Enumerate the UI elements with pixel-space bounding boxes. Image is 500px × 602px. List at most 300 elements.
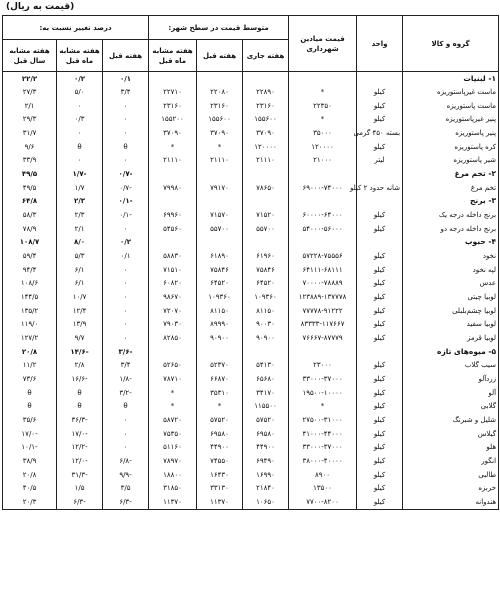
same-week-last-month-price: ۵۴۵۶۰ bbox=[149, 222, 197, 236]
current-week-price: ۸۱۱۵۰ bbox=[243, 304, 289, 318]
current-week-price: ۱۰۶۵۰ bbox=[243, 495, 289, 509]
header-cur-week: هفته جاری bbox=[243, 40, 289, 72]
current-week-price: ۱۱۵۵۰۰ bbox=[243, 400, 289, 414]
pct-change-prev-week: ۰ bbox=[103, 222, 149, 236]
previous-week-price: ۲۲۰۸۰ bbox=[197, 85, 243, 99]
pct-change-prev-month: ۰ bbox=[57, 126, 103, 140]
unit-cell: کیلو bbox=[357, 99, 403, 113]
item-name: شیر پاستوریزه bbox=[403, 154, 499, 168]
market-price-cell bbox=[289, 72, 357, 86]
current-week-price: ۱۶۹۹۰ bbox=[243, 468, 289, 482]
same-week-last-month-price: ۳۱۸۵۰ bbox=[149, 482, 197, 496]
pct-change-prev-year: ۶۴/۸ bbox=[3, 195, 57, 209]
pct-change-prev-year: ۳۸/۹ bbox=[3, 454, 57, 468]
same-week-last-month-price: ۷۵۳۵۰ bbox=[149, 427, 197, 441]
item-name: گلابی bbox=[403, 400, 499, 414]
same-week-last-month-price: ۷۹۹۸۰ bbox=[149, 181, 197, 195]
market-price-cell: * bbox=[289, 85, 357, 99]
pct-change-prev-week: -۰/۷ bbox=[103, 181, 149, 195]
pct-change-prev-month: ۲/۳ bbox=[57, 208, 103, 222]
current-week-price: ۷۱۵۲۰ bbox=[243, 208, 289, 222]
previous-week-price: ۵۷۵۲۰ bbox=[197, 413, 243, 427]
table-row bbox=[3, 263, 499, 277]
current-week-price: ۲۱۸۴۰ bbox=[243, 482, 289, 496]
current-week-price bbox=[243, 236, 289, 250]
pct-change-prev-year: ۲۰/۳ bbox=[3, 495, 57, 509]
pct-change-prev-year: ۵۸/۳ bbox=[3, 208, 57, 222]
item-name: کره پاستوریزه bbox=[403, 140, 499, 154]
pct-change-prev-week: -۳/۲ bbox=[103, 386, 149, 400]
previous-week-price: ۳۵۳۱۰ bbox=[197, 386, 243, 400]
item-name: لوبیا قرمز bbox=[403, 331, 499, 345]
unit-cell: کیلو bbox=[357, 140, 403, 154]
pct-change-prev-week: ۰ bbox=[103, 331, 149, 345]
same-week-last-month-price: ۹۸۶۷۰ bbox=[149, 290, 197, 304]
pct-change-prev-week: θ bbox=[103, 140, 149, 154]
item-name: برنج داخله درجه یک bbox=[403, 208, 499, 222]
header-avg-price: متوسط قیمت در سطح شهر: bbox=[149, 16, 289, 40]
unit-cell bbox=[357, 167, 403, 181]
pct-change-prev-month: θ bbox=[57, 400, 103, 414]
market-price-cell: ۶۹۰۰۰-۷۴۰۰۰ bbox=[289, 181, 357, 195]
current-week-price bbox=[243, 345, 289, 359]
unit-cell: کیلو bbox=[357, 386, 403, 400]
pct-change-prev-year: ۹/۶ bbox=[3, 140, 57, 154]
pct-change-prev-month: ۸/۰ bbox=[57, 236, 103, 250]
market-price-cell: ۸۳۳۳۳-۱۱۷۶۶۷ bbox=[289, 318, 357, 332]
pct-change-prev-month: -۶/۳ bbox=[57, 495, 103, 509]
previous-week-price: ۲۳۱۶۰ bbox=[197, 99, 243, 113]
same-week-last-month-price: ۲۲۷۱۰ bbox=[149, 85, 197, 99]
table-body bbox=[3, 72, 499, 510]
pct-change-prev-month: -۳۶/۳ bbox=[57, 413, 103, 427]
table-row bbox=[3, 222, 499, 236]
pct-change-prev-month: ۲/۱ bbox=[57, 222, 103, 236]
pct-change-prev-year: ۲/۱ bbox=[3, 99, 57, 113]
current-week-price bbox=[243, 167, 289, 181]
item-name: لوبیا سفید bbox=[403, 318, 499, 332]
current-week-price: ۲۱۱۱۰ bbox=[243, 154, 289, 168]
previous-week-price: ۶۱۸۹۰ bbox=[197, 249, 243, 263]
pct-change-prev-year: ۱۳۵/۲ bbox=[3, 304, 57, 318]
item-name: ۲- تخم مرغ bbox=[403, 167, 499, 181]
pct-change-prev-month: ۰ bbox=[57, 154, 103, 168]
same-week-last-month-price: ۷۸۷۱۰ bbox=[149, 372, 197, 386]
current-week-price: ۷۸۶۵۰ bbox=[243, 181, 289, 195]
item-name: ماست پاستوریزه bbox=[403, 99, 499, 113]
current-week-price: ۵۷۵۲۰ bbox=[243, 413, 289, 427]
same-week-last-month-price: ۲۳۱۶۰ bbox=[149, 99, 197, 113]
header-market: قیمت میادین شهرداری bbox=[289, 16, 357, 72]
unit-cell: کیلو bbox=[357, 304, 403, 318]
previous-week-price bbox=[197, 345, 243, 359]
table-row bbox=[3, 386, 499, 400]
same-week-last-month-price: ۶۰۸۲۰ bbox=[149, 277, 197, 291]
unit-note: (قیمت به ریال) bbox=[6, 2, 75, 12]
market-price-cell: ۴۱۰۰۰-۴۴۰۰۰ bbox=[289, 427, 357, 441]
pct-change-prev-week: ۳/۴ bbox=[103, 85, 149, 99]
pct-change-prev-week: ۰/۱ bbox=[103, 249, 149, 263]
market-price-cell: ۵۴۰۰۰-۵۶۰۰۰ bbox=[289, 222, 357, 236]
table-row bbox=[3, 495, 499, 509]
market-price-cell: ۷۷۷۷۸-۹۱۲۲۲ bbox=[289, 304, 357, 318]
previous-week-price: ۶۶۸۷۰ bbox=[197, 372, 243, 386]
pct-change-prev-year: θ bbox=[3, 400, 57, 414]
table-row bbox=[3, 208, 499, 222]
pct-change-prev-week: -۰/۱ bbox=[103, 195, 149, 209]
table-row bbox=[3, 154, 499, 168]
current-week-price: ۶۵۶۸۰ bbox=[243, 372, 289, 386]
pct-change-prev-month: ۰/۲ bbox=[57, 72, 103, 86]
unit-cell: کیلو bbox=[357, 222, 403, 236]
current-week-price bbox=[243, 72, 289, 86]
pct-change-prev-year: ۳۵/۶ bbox=[3, 413, 57, 427]
pct-change-prev-week: ۰ bbox=[103, 427, 149, 441]
item-name: هلو bbox=[403, 441, 499, 455]
unit-cell: کیلو bbox=[357, 277, 403, 291]
market-price-cell: ۱۲۳۸۸۹-۱۳۷۷۷۸ bbox=[289, 290, 357, 304]
table-row bbox=[3, 126, 499, 140]
market-price-cell: ۵۷۲۲۸-۷۵۵۵۶ bbox=[289, 249, 357, 263]
current-week-price: ۳۷۰۹۰ bbox=[243, 126, 289, 140]
item-name: ۳- برنج bbox=[403, 195, 499, 209]
pct-change-prev-week: ۰/۱ bbox=[103, 72, 149, 86]
header-pct-same-month: هفته مشابه ماه قبل bbox=[57, 40, 103, 72]
pct-change-prev-month: -۱/۷ bbox=[57, 167, 103, 181]
pct-change-prev-month: ۰ bbox=[57, 99, 103, 113]
item-name: خربزه bbox=[403, 482, 499, 496]
same-week-last-month-price: ۳۷۰۹۰ bbox=[149, 126, 197, 140]
item-name: طالبی bbox=[403, 468, 499, 482]
table-header bbox=[3, 16, 499, 72]
same-week-last-month-price: ۲۱۱۱۰ bbox=[149, 154, 197, 168]
pct-change-prev-year: ۴۹/۵ bbox=[3, 167, 57, 181]
header-unit: واحد bbox=[357, 16, 403, 72]
unit-cell: کیلو bbox=[357, 113, 403, 127]
table-row bbox=[3, 468, 499, 482]
unit-cell: کیلو bbox=[357, 208, 403, 222]
pct-change-prev-week: ۰ bbox=[103, 290, 149, 304]
previous-week-price: * bbox=[197, 400, 243, 414]
unit-cell: کیلو bbox=[357, 331, 403, 345]
same-week-last-month-price: ۶۹۹۶۰ bbox=[149, 208, 197, 222]
same-week-last-month-price bbox=[149, 236, 197, 250]
unit-cell: کیلو bbox=[357, 482, 403, 496]
pct-change-prev-year: ۲۷/۳ bbox=[3, 85, 57, 99]
market-price-cell: ۷۰۰۰۰-۷۸۸۸۹ bbox=[289, 277, 357, 291]
pct-change-prev-month: -۱۴/۶ bbox=[57, 345, 103, 359]
pct-change-prev-month: -۱۶/۶ bbox=[57, 372, 103, 386]
pct-change-prev-week: ۰ bbox=[103, 126, 149, 140]
pct-change-prev-week: -۰/۷ bbox=[103, 167, 149, 181]
pct-change-prev-year: ۱۰۸/۷ bbox=[3, 236, 57, 250]
pct-change-prev-week: -۶/۸ bbox=[103, 454, 149, 468]
same-week-last-month-price: ۵۱۱۶۰ bbox=[149, 441, 197, 455]
unit-cell: شانه حدود ۲ کیلو bbox=[357, 181, 403, 195]
table-row bbox=[3, 304, 499, 318]
current-week-price: ۱۰۹۳۶۰ bbox=[243, 290, 289, 304]
table-row bbox=[3, 331, 499, 345]
same-week-last-month-price: ۱۱۳۷۰ bbox=[149, 495, 197, 509]
current-week-price: ۳۴۱۷۰ bbox=[243, 386, 289, 400]
table-row bbox=[3, 400, 499, 414]
price-table bbox=[2, 15, 499, 510]
item-name: هندوانه bbox=[403, 495, 499, 509]
table-row bbox=[3, 113, 499, 127]
table-row bbox=[3, 99, 499, 113]
current-week-price: ۱۲۰۰۰۰ bbox=[243, 140, 289, 154]
current-week-price bbox=[243, 195, 289, 209]
current-week-price: ۱۵۵۶۰۰ bbox=[243, 113, 289, 127]
unit-cell: کیلو bbox=[357, 441, 403, 455]
item-name: عدس bbox=[403, 277, 499, 291]
previous-week-price: ۷۹۱۷۰ bbox=[197, 181, 243, 195]
unit-cell: کیلو bbox=[357, 454, 403, 468]
unit-cell: کیلو bbox=[357, 359, 403, 373]
previous-week-price bbox=[197, 236, 243, 250]
pct-change-prev-year: ۴۹/۵ bbox=[3, 181, 57, 195]
table-row bbox=[3, 318, 499, 332]
pct-change-prev-month: θ bbox=[57, 140, 103, 154]
item-name: ماست غیرپاستوریزه bbox=[403, 85, 499, 99]
table-row bbox=[3, 181, 499, 195]
pct-change-prev-month: ۵/۳ bbox=[57, 249, 103, 263]
same-week-last-month-price: ۵۸۸۳۰ bbox=[149, 249, 197, 263]
table-row bbox=[3, 249, 499, 263]
current-week-price: ۹۰۹۰۰ bbox=[243, 331, 289, 345]
pct-change-prev-week: ۰ bbox=[103, 263, 149, 277]
unit-cell bbox=[357, 236, 403, 250]
pct-change-prev-week: ۰ bbox=[103, 318, 149, 332]
same-week-last-month-price bbox=[149, 167, 197, 181]
pct-change-prev-month: ۰/۳ bbox=[57, 113, 103, 127]
item-name: زردآلو bbox=[403, 372, 499, 386]
pct-change-prev-year: ۷۸/۹ bbox=[3, 222, 57, 236]
item-name: تخم مرغ bbox=[403, 181, 499, 195]
same-week-last-month-price: ۸۲۸۵۰ bbox=[149, 331, 197, 345]
pct-change-prev-year: ۷۳/۶ bbox=[3, 372, 57, 386]
market-price-cell bbox=[289, 236, 357, 250]
item-name: گیلاس bbox=[403, 427, 499, 441]
previous-week-price: ۷۱۵۷۰ bbox=[197, 208, 243, 222]
previous-week-price: ۶۹۵۸۰ bbox=[197, 427, 243, 441]
pct-change-prev-year: ۱۱/۲ bbox=[3, 359, 57, 373]
table-row bbox=[3, 482, 499, 496]
unit-cell: کیلو bbox=[357, 413, 403, 427]
previous-week-price: ۵۵۷۰۰ bbox=[197, 222, 243, 236]
pct-change-prev-year: ۳۳/۹ bbox=[3, 154, 57, 168]
pct-change-prev-month: ۱۲/۴ bbox=[57, 304, 103, 318]
pct-change-prev-year: ۵۹/۴ bbox=[3, 249, 57, 263]
pct-change-prev-year: ۴۰/۵ bbox=[3, 482, 57, 496]
group-row bbox=[3, 345, 499, 359]
pct-change-prev-year: -۱۰/۱ bbox=[3, 441, 57, 455]
pct-change-prev-year: ۱۱۹/۰ bbox=[3, 318, 57, 332]
pct-change-prev-week: ۳/۴ bbox=[103, 359, 149, 373]
item-name: سیب گلاب bbox=[403, 359, 499, 373]
market-price-cell: ۳۳۰۰۰-۳۷۰۰۰ bbox=[289, 441, 357, 455]
same-week-last-month-price: ۷۱۵۱۰ bbox=[149, 263, 197, 277]
item-name: آلو bbox=[403, 386, 499, 400]
current-week-price: ۵۵۷۰۰ bbox=[243, 222, 289, 236]
pct-change-prev-month: ۱/۷ bbox=[57, 181, 103, 195]
item-name: برنج داخله درجه دو bbox=[403, 222, 499, 236]
current-week-price: ۶۴۵۲۰ bbox=[243, 277, 289, 291]
previous-week-price: ۱۵۵۶۰۰ bbox=[197, 113, 243, 127]
previous-week-price bbox=[197, 167, 243, 181]
pct-change-prev-month: ۲/۸ bbox=[57, 359, 103, 373]
same-week-last-month-price: * bbox=[149, 386, 197, 400]
pct-change-prev-year: ۱۰۸/۶ bbox=[3, 277, 57, 291]
market-price-cell: * bbox=[289, 113, 357, 127]
market-price-cell: ۷۷۰۰-۸۲۰۰ bbox=[289, 495, 357, 509]
market-price-cell: ۲۷۵۰۰-۳۱۰۰۰ bbox=[289, 413, 357, 427]
group-row bbox=[3, 167, 499, 181]
item-name: ۵- میوه‌های تازه bbox=[403, 345, 499, 359]
pct-change-prev-month: ۱۰/۷ bbox=[57, 290, 103, 304]
pct-change-prev-week: θ bbox=[103, 400, 149, 414]
market-price-cell: ۳۳۰۰۰-۳۷۰۰۰ bbox=[289, 372, 357, 386]
item-name: لوبیا چشم‌بلبلی bbox=[403, 304, 499, 318]
previous-week-price: ۴۴۹۰۰ bbox=[197, 441, 243, 455]
current-week-price: ۶۹۴۹۰ bbox=[243, 454, 289, 468]
table-row bbox=[3, 372, 499, 386]
header-pct-prev-week: هفته قبل bbox=[103, 40, 149, 72]
unit-cell: کیلو bbox=[357, 263, 403, 277]
previous-week-price: ۳۷۰۹۰ bbox=[197, 126, 243, 140]
pct-change-prev-month: θ bbox=[57, 386, 103, 400]
group-row bbox=[3, 236, 499, 250]
pct-change-prev-week: ۳/۵ bbox=[103, 482, 149, 496]
unit-cell: کیلو bbox=[357, 249, 403, 263]
pct-change-prev-week: -۶/۳ bbox=[103, 495, 149, 509]
item-name: پنیر پاستوریزه bbox=[403, 126, 499, 140]
market-price-cell bbox=[289, 195, 357, 209]
current-week-price: ۷۵۸۴۶ bbox=[243, 263, 289, 277]
pct-change-prev-month: ۱۳/۹ bbox=[57, 318, 103, 332]
market-price-cell: ۳۸۰۰۰-۴۰۰۰۰ bbox=[289, 454, 357, 468]
previous-week-price bbox=[197, 195, 243, 209]
current-week-price: ۶۹۵۸۰ bbox=[243, 427, 289, 441]
market-price-cell: ۶۰۰۰۰-۶۴۰۰۰ bbox=[289, 208, 357, 222]
previous-week-price: ۷۵۸۴۶ bbox=[197, 263, 243, 277]
current-week-price: ۹۰۰۳۰ bbox=[243, 318, 289, 332]
item-name: لوبیا چیتی bbox=[403, 290, 499, 304]
pct-change-prev-month: ۲/۳ bbox=[57, 195, 103, 209]
table-row bbox=[3, 454, 499, 468]
current-week-price: ۵۴۱۳۰ bbox=[243, 359, 289, 373]
unit-cell bbox=[357, 72, 403, 86]
pct-change-prev-month: -۱۲/۰ bbox=[57, 454, 103, 468]
pct-change-prev-month: ۵/۰ bbox=[57, 85, 103, 99]
market-price-cell: ۶۴۱۱۱-۶۸۱۱۱ bbox=[289, 263, 357, 277]
previous-week-price: ۸۹۹۹۰ bbox=[197, 318, 243, 332]
pct-change-prev-year: ۲۲/۲ bbox=[3, 72, 57, 86]
market-price-cell: ۲۳۰۰۰ bbox=[289, 359, 357, 373]
previous-week-price: ۱۰۹۳۶۰ bbox=[197, 290, 243, 304]
previous-week-price: ۱۱۳۷۰ bbox=[197, 495, 243, 509]
group-row bbox=[3, 195, 499, 209]
same-week-last-month-price bbox=[149, 345, 197, 359]
market-price-cell: ۲۲۳۵۰ bbox=[289, 99, 357, 113]
unit-cell: کیلو bbox=[357, 468, 403, 482]
item-name: انگور bbox=[403, 454, 499, 468]
market-price-cell: ۱۲۰۰۰۰ bbox=[289, 140, 357, 154]
table-row bbox=[3, 140, 499, 154]
previous-week-price: ۳۳۱۳۰ bbox=[197, 482, 243, 496]
previous-week-price: ۸۱۱۵۰ bbox=[197, 304, 243, 318]
unit-cell: کیلو bbox=[357, 400, 403, 414]
previous-week-price: ۵۲۳۷۰ bbox=[197, 359, 243, 373]
unit-cell: کیلو bbox=[357, 495, 403, 509]
table-row bbox=[3, 277, 499, 291]
header-same-week-prev-month: هفته مشابه ماه قبل bbox=[149, 40, 197, 72]
header-item: گروه و کالا bbox=[403, 16, 499, 72]
pct-change-prev-month: ۶/۱ bbox=[57, 263, 103, 277]
pct-change-prev-week: ۰ bbox=[103, 154, 149, 168]
market-price-cell: ۳۵۰۰۰ bbox=[289, 126, 357, 140]
unit-cell bbox=[357, 195, 403, 209]
previous-week-price: ۹۰۹۰۰ bbox=[197, 331, 243, 345]
table-row bbox=[3, 427, 499, 441]
pct-change-prev-month: ۱/۵ bbox=[57, 482, 103, 496]
same-week-last-month-price: ۵۲۶۵۰ bbox=[149, 359, 197, 373]
pct-change-prev-week: -۰/۱ bbox=[103, 208, 149, 222]
market-price-cell: ۲۱۰۰۰ bbox=[289, 154, 357, 168]
current-week-price: ۲۳۱۶۰ bbox=[243, 99, 289, 113]
same-week-last-month-price: * bbox=[149, 140, 197, 154]
table-row bbox=[3, 290, 499, 304]
market-price-cell bbox=[289, 345, 357, 359]
pct-change-prev-month: ۶/۱ bbox=[57, 277, 103, 291]
unit-cell: کیلو bbox=[357, 290, 403, 304]
group-row bbox=[3, 72, 499, 86]
pct-change-prev-week: ۰ bbox=[103, 413, 149, 427]
pct-change-prev-year: θ bbox=[3, 386, 57, 400]
pct-change-prev-week: -۹/۹ bbox=[103, 468, 149, 482]
same-week-last-month-price: * bbox=[149, 400, 197, 414]
same-week-last-month-price: ۵۸۷۲۰ bbox=[149, 413, 197, 427]
pct-change-prev-week: ۰ bbox=[103, 277, 149, 291]
current-week-price: ۴۴۹۰۰ bbox=[243, 441, 289, 455]
same-week-last-month-price: ۷۹۰۳۰ bbox=[149, 318, 197, 332]
same-week-last-month-price bbox=[149, 72, 197, 86]
pct-change-prev-year: -۱۷/۰ bbox=[3, 427, 57, 441]
market-price-cell: ۱۹۵۰۰-۱۰۰۰۰ bbox=[289, 386, 357, 400]
table-row bbox=[3, 85, 499, 99]
previous-week-price: ۶۴۵۲۰ bbox=[197, 277, 243, 291]
same-week-last-month-price: ۷۸۹۷۰ bbox=[149, 454, 197, 468]
previous-week-price bbox=[197, 72, 243, 86]
same-week-last-month-price: ۷۲۰۷۰ bbox=[149, 304, 197, 318]
pct-change-prev-year: ۱۴۴/۵ bbox=[3, 290, 57, 304]
header-pct-change: درصد تغییر نسبت به: bbox=[3, 16, 149, 40]
item-name: نخود bbox=[403, 249, 499, 263]
previous-week-price: ۱۶۴۳۰ bbox=[197, 468, 243, 482]
item-name: لپه نخود bbox=[403, 263, 499, 277]
unit-cell: بسته ۴۵۰ گرمی bbox=[357, 126, 403, 140]
pct-change-prev-week: ۰ bbox=[103, 113, 149, 127]
pct-change-prev-week: -۳/۶ bbox=[103, 345, 149, 359]
item-name: شلیل و شبرنگ bbox=[403, 413, 499, 427]
unit-cell: لیتر bbox=[357, 154, 403, 168]
header-pct-same-year: هفته مشابه سال قبل bbox=[3, 40, 57, 72]
current-week-price: ۶۱۹۶۰ bbox=[243, 249, 289, 263]
pct-change-prev-week: ۰/۲ bbox=[103, 236, 149, 250]
header-prev-week: هفته قبل bbox=[197, 40, 243, 72]
pct-change-prev-week: ۰ bbox=[103, 99, 149, 113]
pct-change-prev-week: -۱/۸ bbox=[103, 372, 149, 386]
